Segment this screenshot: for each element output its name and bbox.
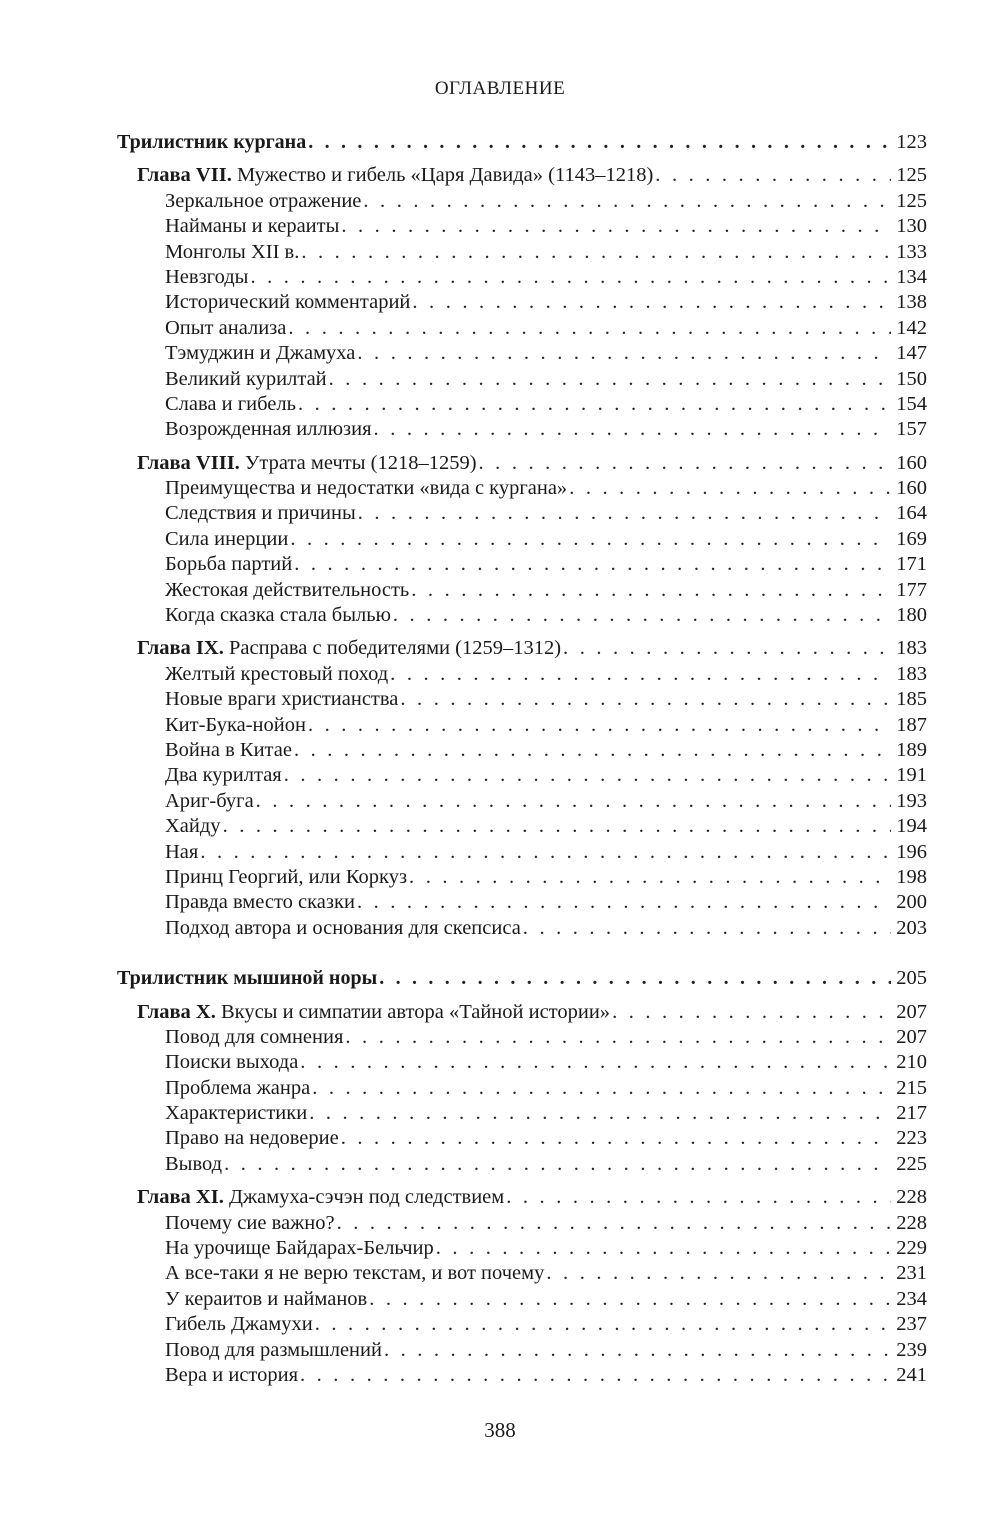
dot-leader: [312, 1076, 891, 1101]
page-ref: 215: [896, 1076, 927, 1099]
section-title: Вывод: [165, 1152, 223, 1175]
section-title: Поиски выхода: [165, 1051, 299, 1074]
dot-leader: [369, 1287, 891, 1312]
page-ref: 138: [896, 291, 927, 314]
section-title: Следствия и причины: [165, 502, 356, 525]
dot-leader: [300, 1363, 891, 1388]
chapter-title: Вкусы и симпатии автора «Тайной истории»: [220, 1000, 611, 1023]
section-title: Жестокая действительность: [165, 578, 410, 601]
section-title: Повод для сомнения: [165, 1025, 344, 1048]
dot-leader: [294, 738, 891, 763]
toc-section-title: [165, 1312, 313, 1337]
section-title: Проблема жанра: [165, 1076, 311, 1099]
toc-chapter-title: [137, 636, 561, 661]
dot-leader: [357, 890, 891, 915]
dot-leader: [400, 687, 891, 712]
page-ref: 205: [896, 967, 927, 990]
section-title: Опыт анализа: [165, 316, 287, 339]
toc-section-title: [165, 1126, 339, 1151]
page-ref: 239: [896, 1338, 927, 1361]
section-title: Ная: [165, 840, 199, 863]
page-ref: 123: [896, 131, 927, 153]
toc-part: [117, 130, 927, 155]
toc-section-title: [165, 527, 288, 552]
toc-section: [117, 290, 927, 315]
toc-section-title: [165, 814, 221, 839]
part-spacer: [117, 941, 927, 966]
dot-leader: [284, 763, 891, 788]
toc-section-title: [165, 367, 327, 392]
toc-chapter: [117, 1000, 927, 1025]
toc-chapter-title: [137, 163, 653, 188]
page-ref: 125: [896, 189, 927, 212]
toc-section: [117, 341, 927, 366]
toc-section: [117, 738, 927, 763]
page-ref: 133: [896, 240, 927, 263]
section-title: Повод для размышлений: [165, 1338, 382, 1361]
toc-section: [117, 214, 927, 239]
toc-section-title: [165, 1211, 335, 1236]
toc-section: [117, 527, 927, 552]
toc-section-title: [165, 738, 292, 763]
toc-section: [117, 1152, 927, 1177]
toc-section-title: [165, 916, 521, 941]
dot-leader: [523, 916, 891, 941]
toc-section: [117, 552, 927, 577]
chapter-label: Глава VII.: [137, 164, 232, 187]
dot-leader: [379, 966, 891, 991]
dot-leader: [655, 163, 891, 188]
toc-section: [117, 1236, 927, 1261]
dot-leader: [337, 1211, 891, 1236]
dot-leader: [384, 1338, 891, 1363]
dot-leader: [357, 341, 891, 366]
section-title: Возрожденная иллюзия: [165, 418, 372, 441]
chapter-label: Глава XI.: [137, 1186, 224, 1209]
toc-section-title: [165, 1101, 307, 1126]
toc-section-title: [165, 240, 299, 265]
dot-leader: [569, 476, 891, 501]
toc-part-title: [117, 130, 306, 155]
part-title: Трилистник кургана: [117, 131, 307, 153]
page-ref: 130: [896, 215, 927, 238]
dot-leader: [345, 1025, 891, 1050]
dot-leader: [308, 713, 891, 738]
toc-section-title: [165, 1338, 382, 1363]
toc-section-title: [165, 290, 410, 315]
toc-section-title: [165, 865, 407, 890]
toc-chapter-title: [137, 1000, 610, 1025]
section-title: Найманы и кераиты: [165, 215, 340, 238]
toc-section: [117, 890, 927, 915]
toc-section: [117, 916, 927, 941]
dot-leader: [358, 501, 891, 526]
toc-section-title: [165, 890, 355, 915]
dot-leader: [308, 130, 891, 155]
page-ref: 210: [896, 1051, 927, 1074]
toc-section: [117, 1261, 927, 1286]
toc-section-title: [165, 476, 567, 501]
page-ref: 160: [896, 451, 927, 474]
dot-leader: [506, 1185, 891, 1210]
toc-section-title: [165, 1152, 222, 1177]
toc-section: [117, 789, 927, 814]
section-title: Правда вместо сказки: [165, 891, 355, 914]
dot-leader: [256, 789, 891, 814]
toc-section: [117, 687, 927, 712]
chapter-title: Расправа с победителями (1259–1312): [228, 637, 562, 660]
toc-section-title: [165, 1236, 434, 1261]
dot-leader: [563, 636, 891, 661]
dot-leader: [223, 814, 891, 839]
dot-leader: [250, 265, 891, 290]
section-title: Характеристики: [165, 1102, 308, 1125]
dot-leader: [294, 552, 891, 577]
page-ref: 223: [896, 1127, 927, 1150]
page-ref: 194: [896, 815, 927, 838]
page-ref: 228: [896, 1186, 927, 1209]
toc-chapter-title: [137, 1185, 504, 1210]
toc-section-title: [165, 552, 292, 577]
section-title: Монголы XII в.: [165, 240, 300, 263]
page-ref: 228: [896, 1211, 927, 1234]
section-title: Принц Георгий, или Коркуз: [165, 865, 408, 888]
toc-section: [117, 763, 927, 788]
toc-section-title: [165, 265, 248, 290]
section-title: Новые враги христианства: [165, 688, 399, 711]
toc-section: [117, 1211, 927, 1236]
section-title: Почему сие важно?: [165, 1211, 335, 1234]
page-ref: 229: [896, 1237, 927, 1260]
page-ref: 160: [896, 477, 927, 500]
section-title: Тэмуджин и Джамуха: [165, 342, 356, 365]
chapter-spacer: [117, 628, 927, 636]
section-title: Невзгоды: [165, 265, 249, 288]
dot-leader: [300, 1050, 891, 1075]
page-ref: 164: [896, 502, 927, 525]
section-title: Слава и гибель: [165, 392, 296, 415]
chapter-spacer: [117, 1177, 927, 1185]
chapter-spacer: [117, 155, 927, 163]
toc-chapter: [117, 636, 927, 661]
page-ref: 169: [896, 527, 927, 550]
chapter-title: Джамуха-сэчэн под следствием: [228, 1186, 505, 1209]
section-title: Гибель Джамухи: [165, 1313, 313, 1336]
toc-section: [117, 814, 927, 839]
toc-section: [117, 1050, 927, 1075]
toc-section: [117, 713, 927, 738]
toc-section-title: [165, 189, 361, 214]
page-ref: 157: [896, 418, 927, 441]
page-ref: 193: [896, 789, 927, 812]
section-title: Вера и история: [165, 1363, 298, 1386]
page-ref: 180: [896, 604, 927, 627]
running-head: ОГЛАВЛЕНИЕ: [434, 78, 566, 99]
dot-leader: [393, 603, 891, 628]
dot-leader: [390, 662, 891, 687]
page-ref: 203: [896, 916, 927, 939]
toc-section: [117, 865, 927, 890]
section-title: Подход автора и основания для скепсиса: [165, 916, 521, 939]
page-ref: 183: [896, 637, 927, 660]
page-ref: 171: [896, 553, 927, 576]
dot-leader: [341, 1126, 891, 1151]
toc-section: [117, 367, 927, 392]
section-title: Ариг-буга: [165, 789, 254, 812]
chapter-spacer: [117, 443, 927, 451]
toc-section: [117, 1312, 927, 1337]
toc-section: [117, 1025, 927, 1050]
page-ref: 225: [896, 1152, 927, 1175]
section-title: Борьба партий: [165, 553, 293, 576]
page-ref: 237: [896, 1313, 927, 1336]
toc-section-title: [165, 1025, 343, 1050]
chapter-label: Глава VIII.: [137, 451, 240, 474]
toc-section: [117, 240, 927, 265]
dot-leader: [290, 527, 891, 552]
dot-leader: [341, 214, 891, 239]
toc-part-title: [117, 966, 377, 991]
section-title: Преимущества и недостатки «вида с кургана»: [165, 477, 568, 500]
page-ref: 125: [896, 164, 927, 187]
page-ref: 187: [896, 713, 927, 736]
toc-section-title: [165, 501, 356, 526]
toc-chapter: [117, 163, 927, 188]
toc-section-title: [165, 214, 339, 239]
page-ref: 185: [896, 688, 927, 711]
section-title: Кит-Бука-нойон: [165, 713, 306, 736]
section-title: У кераитов и найманов: [165, 1287, 368, 1310]
dot-leader: [436, 1236, 891, 1261]
toc-section: [117, 265, 927, 290]
toc-section-title: [165, 763, 282, 788]
toc-section: [117, 1338, 927, 1363]
part-title: Трилистник мышиной норы: [117, 967, 378, 990]
dot-leader: [412, 290, 891, 315]
toc-part: [117, 966, 927, 991]
toc-section-title: [165, 417, 372, 442]
toc-section: [117, 1101, 927, 1126]
dot-leader: [479, 451, 891, 476]
section-title: На урочище Байдарах-Бельчир: [165, 1237, 434, 1260]
dot-leader: [411, 578, 891, 603]
page-ref: 183: [896, 662, 927, 685]
chapter-label: Глава X.: [137, 1000, 216, 1023]
section-title: Когда сказка стала былью: [165, 604, 391, 627]
toc-section-title: [165, 687, 398, 712]
toc-section-title: [165, 341, 355, 366]
toc-section-title: [165, 1261, 544, 1286]
dot-leader: [200, 840, 891, 865]
toc-chapter: [117, 451, 927, 476]
dot-leader: [612, 1000, 891, 1025]
chapter-spacer: [117, 992, 927, 1000]
page-ref: 207: [896, 1025, 927, 1048]
toc-section-title: [165, 316, 286, 341]
dot-leader: [329, 367, 891, 392]
page-ref: 200: [896, 891, 927, 914]
dot-leader: [298, 392, 891, 417]
toc-section: [117, 578, 927, 603]
toc-section-title: [165, 662, 388, 687]
page-number: 388: [484, 1418, 516, 1442]
toc-section-title: [165, 1287, 367, 1312]
section-title: Два курилтая: [165, 764, 282, 787]
page-ref: 177: [896, 578, 927, 601]
dot-leader: [409, 865, 891, 890]
dot-leader: [315, 1312, 891, 1337]
toc-section: [117, 840, 927, 865]
toc-section: [117, 392, 927, 417]
page-ref: 150: [896, 367, 927, 390]
section-title: А все-таки я не верю текстам, и вот почему: [165, 1262, 545, 1285]
toc-section: [117, 1287, 927, 1312]
page-ref: 217: [896, 1102, 927, 1125]
toc-section-title: [165, 840, 198, 865]
page-ref: 142: [896, 316, 927, 339]
page-ref: 154: [896, 392, 927, 415]
toc-section: [117, 189, 927, 214]
section-title: Зеркальное отражение: [165, 189, 362, 212]
page-ref: 198: [896, 865, 927, 888]
page-ref: 241: [896, 1363, 927, 1386]
section-title: Хайду: [165, 815, 221, 838]
toc-section-title: [165, 1076, 310, 1101]
section-title: Исторический комментарий: [165, 291, 411, 314]
page-ref: 231: [896, 1262, 927, 1285]
dot-leader: [288, 316, 891, 341]
toc-section-title: [165, 578, 409, 603]
dot-leader: [363, 189, 891, 214]
section-title: Война в Китае: [165, 738, 292, 761]
page-ref: 196: [896, 840, 927, 863]
dot-leader: [374, 417, 891, 442]
section-title: Право на недоверие: [165, 1127, 339, 1150]
toc-section: [117, 1076, 927, 1101]
page-ref: 189: [896, 738, 927, 761]
dot-leader: [224, 1152, 891, 1177]
dot-leader: [301, 240, 891, 265]
toc-section: [117, 316, 927, 341]
toc-section-title: [165, 392, 296, 417]
page-ref: 234: [896, 1287, 927, 1310]
toc-section: [117, 501, 927, 526]
toc-section: [117, 1363, 927, 1388]
section-title: Желтый крестовый поход: [165, 662, 389, 685]
table-of-contents: [117, 130, 927, 1388]
toc-section: [117, 476, 927, 501]
toc-section: [117, 1126, 927, 1151]
section-title: Великий курилтай: [165, 367, 327, 390]
toc-section-title: [165, 789, 254, 814]
toc-section: [117, 417, 927, 442]
toc-section-title: [165, 713, 306, 738]
toc-chapter-title: [137, 451, 477, 476]
chapter-title: Утрата мечты (1218–1259): [244, 451, 477, 474]
toc-chapter: [117, 1185, 927, 1210]
dot-leader: [309, 1101, 891, 1126]
toc-section-title: [165, 1050, 298, 1075]
page-ref: 207: [896, 1000, 927, 1023]
page-ref: 191: [896, 764, 927, 787]
toc-section-title: [165, 1363, 298, 1388]
section-title: Сила инерции: [165, 527, 289, 550]
toc-section-title: [165, 603, 391, 628]
toc-section: [117, 603, 927, 628]
toc-section: [117, 662, 927, 687]
page-ref: 147: [896, 342, 927, 365]
dot-leader: [546, 1261, 891, 1286]
chapter-title: Мужество и гибель «Царя Давида» (1143–1218): [236, 164, 654, 187]
chapter-label: Глава IX.: [137, 637, 224, 660]
page-ref: 134: [896, 265, 927, 288]
